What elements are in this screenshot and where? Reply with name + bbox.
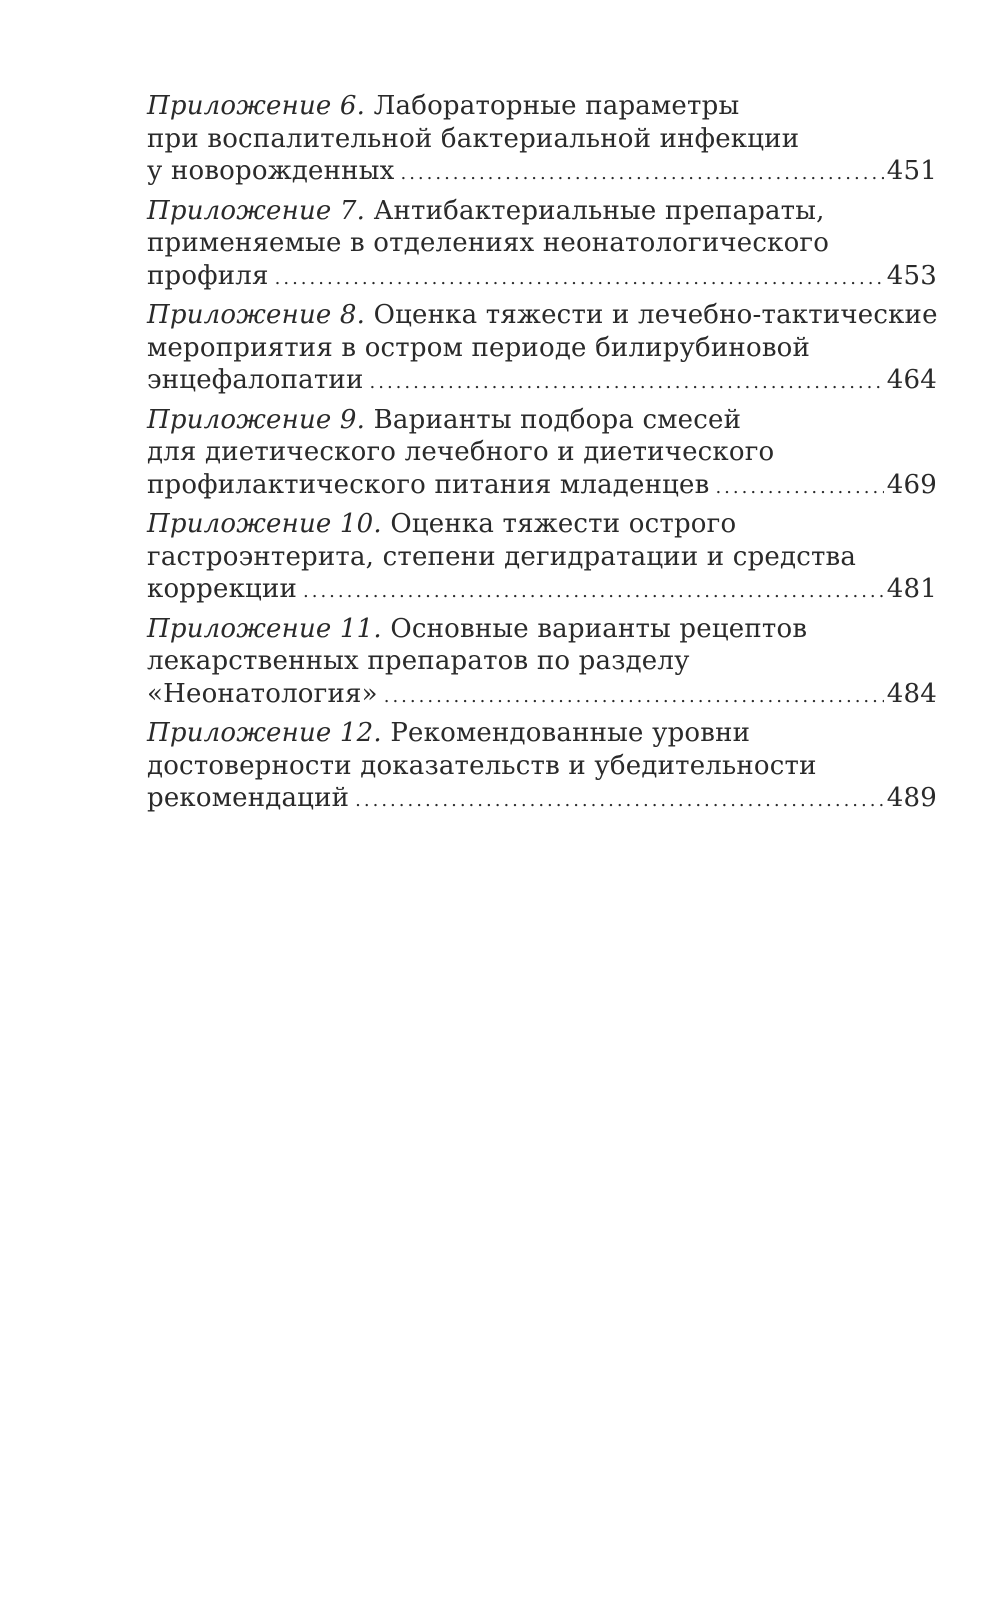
- page-number: 464: [886, 365, 937, 395]
- dot-leader: [275, 263, 884, 296]
- entry-title-line: Антибактериальные препараты,: [373, 195, 825, 226]
- toc-entry-appendix-7[interactable]: [147, 195, 937, 296]
- appendix-label: Приложение 11.: [147, 613, 382, 644]
- toc-entry-last-line: [147, 469, 937, 505]
- entry-title-line: Оценка тяжести острого: [390, 509, 737, 539]
- toc-entry-last-line: [147, 782, 937, 818]
- toc-entry-appendix-10[interactable]: [147, 508, 937, 609]
- dot-leader: [303, 576, 884, 609]
- page-number: 453: [886, 260, 937, 291]
- entry-title-line: у новорожденных: [147, 156, 395, 186]
- toc-entry-first-line: [147, 90, 937, 123]
- toc-entry-last-line: [147, 573, 937, 609]
- entry-title-line: «Неонатология»: [147, 678, 378, 709]
- entry-title-line: при воспалительной бактериальной инфекции: [147, 123, 800, 154]
- entry-title-line: коррекции: [147, 574, 298, 604]
- toc-entry-appendix-12[interactable]: [147, 717, 937, 818]
- entry-title-line: профиля: [147, 260, 269, 291]
- entry-title-line: Варианты подбора смесей: [373, 404, 742, 435]
- dot-leader: [355, 785, 884, 818]
- entry-title-line: энцефалопатии: [147, 365, 364, 395]
- entry-title-line: Рекомендованные уровни: [390, 718, 751, 748]
- appendix-label: Приложение 12.: [147, 718, 382, 748]
- toc-entry-first-line: [147, 195, 937, 228]
- entry-title-line: Лабораторные параметры: [373, 91, 740, 121]
- entry-title-line: для диетического лечебного и диетического: [147, 437, 775, 467]
- dot-leader: [370, 367, 884, 400]
- entry-title-line: Оценка тяжести и лечебно-тактические: [373, 300, 938, 330]
- page-number: 481: [886, 574, 937, 604]
- toc-entry-first-line: [147, 299, 937, 332]
- toc-entry-appendix-6[interactable]: [147, 90, 937, 191]
- toc-entry-appendix-11[interactable]: [147, 613, 937, 714]
- appendix-label: Приложение 10.: [147, 509, 382, 539]
- toc-entry-first-line: [147, 404, 937, 437]
- toc-entry-first-line: [147, 613, 937, 646]
- entry-title-line: лекарственных препаратов по разделу: [147, 646, 690, 676]
- toc-entry-first-line: [147, 508, 937, 541]
- toc-entry-appendix-8[interactable]: [147, 299, 937, 400]
- dot-leader: [384, 681, 884, 714]
- entry-title-line: применяемые в отделениях неонатологического: [147, 228, 830, 258]
- entry-title-line: достоверности доказательств и убедительности: [147, 750, 817, 781]
- appendix-label: Приложение 8.: [147, 300, 366, 330]
- dot-leader: [400, 158, 883, 191]
- dot-leader: [715, 472, 883, 505]
- toc-entry-last-line: [147, 364, 937, 400]
- appendix-label: Приложение 9.: [147, 404, 366, 435]
- entry-title-line: Основные варианты рецептов: [390, 613, 808, 644]
- entry-title-line: профилактического питания младенцев: [147, 469, 710, 500]
- entry-title-line: гастроэнтерита, степени дегидратации и средства: [147, 541, 857, 572]
- page-number: 484: [886, 678, 937, 709]
- page-number: 489: [886, 783, 937, 813]
- toc-entry-first-line: [147, 717, 937, 750]
- toc-entry-appendix-9[interactable]: [147, 404, 937, 505]
- page-number: 451: [886, 156, 937, 186]
- entry-title-line: рекомендаций: [147, 783, 350, 813]
- table-of-contents: [147, 90, 937, 822]
- appendix-label: Приложение 6.: [147, 91, 366, 121]
- page-number: 469: [886, 469, 937, 500]
- appendix-label: Приложение 7.: [147, 195, 366, 226]
- entry-title-line: мероприятия в остром периоде билирубиновой: [147, 332, 811, 363]
- toc-entry-last-line: [147, 678, 937, 714]
- toc-entry-last-line: [147, 155, 937, 191]
- toc-entry-last-line: [147, 260, 937, 296]
